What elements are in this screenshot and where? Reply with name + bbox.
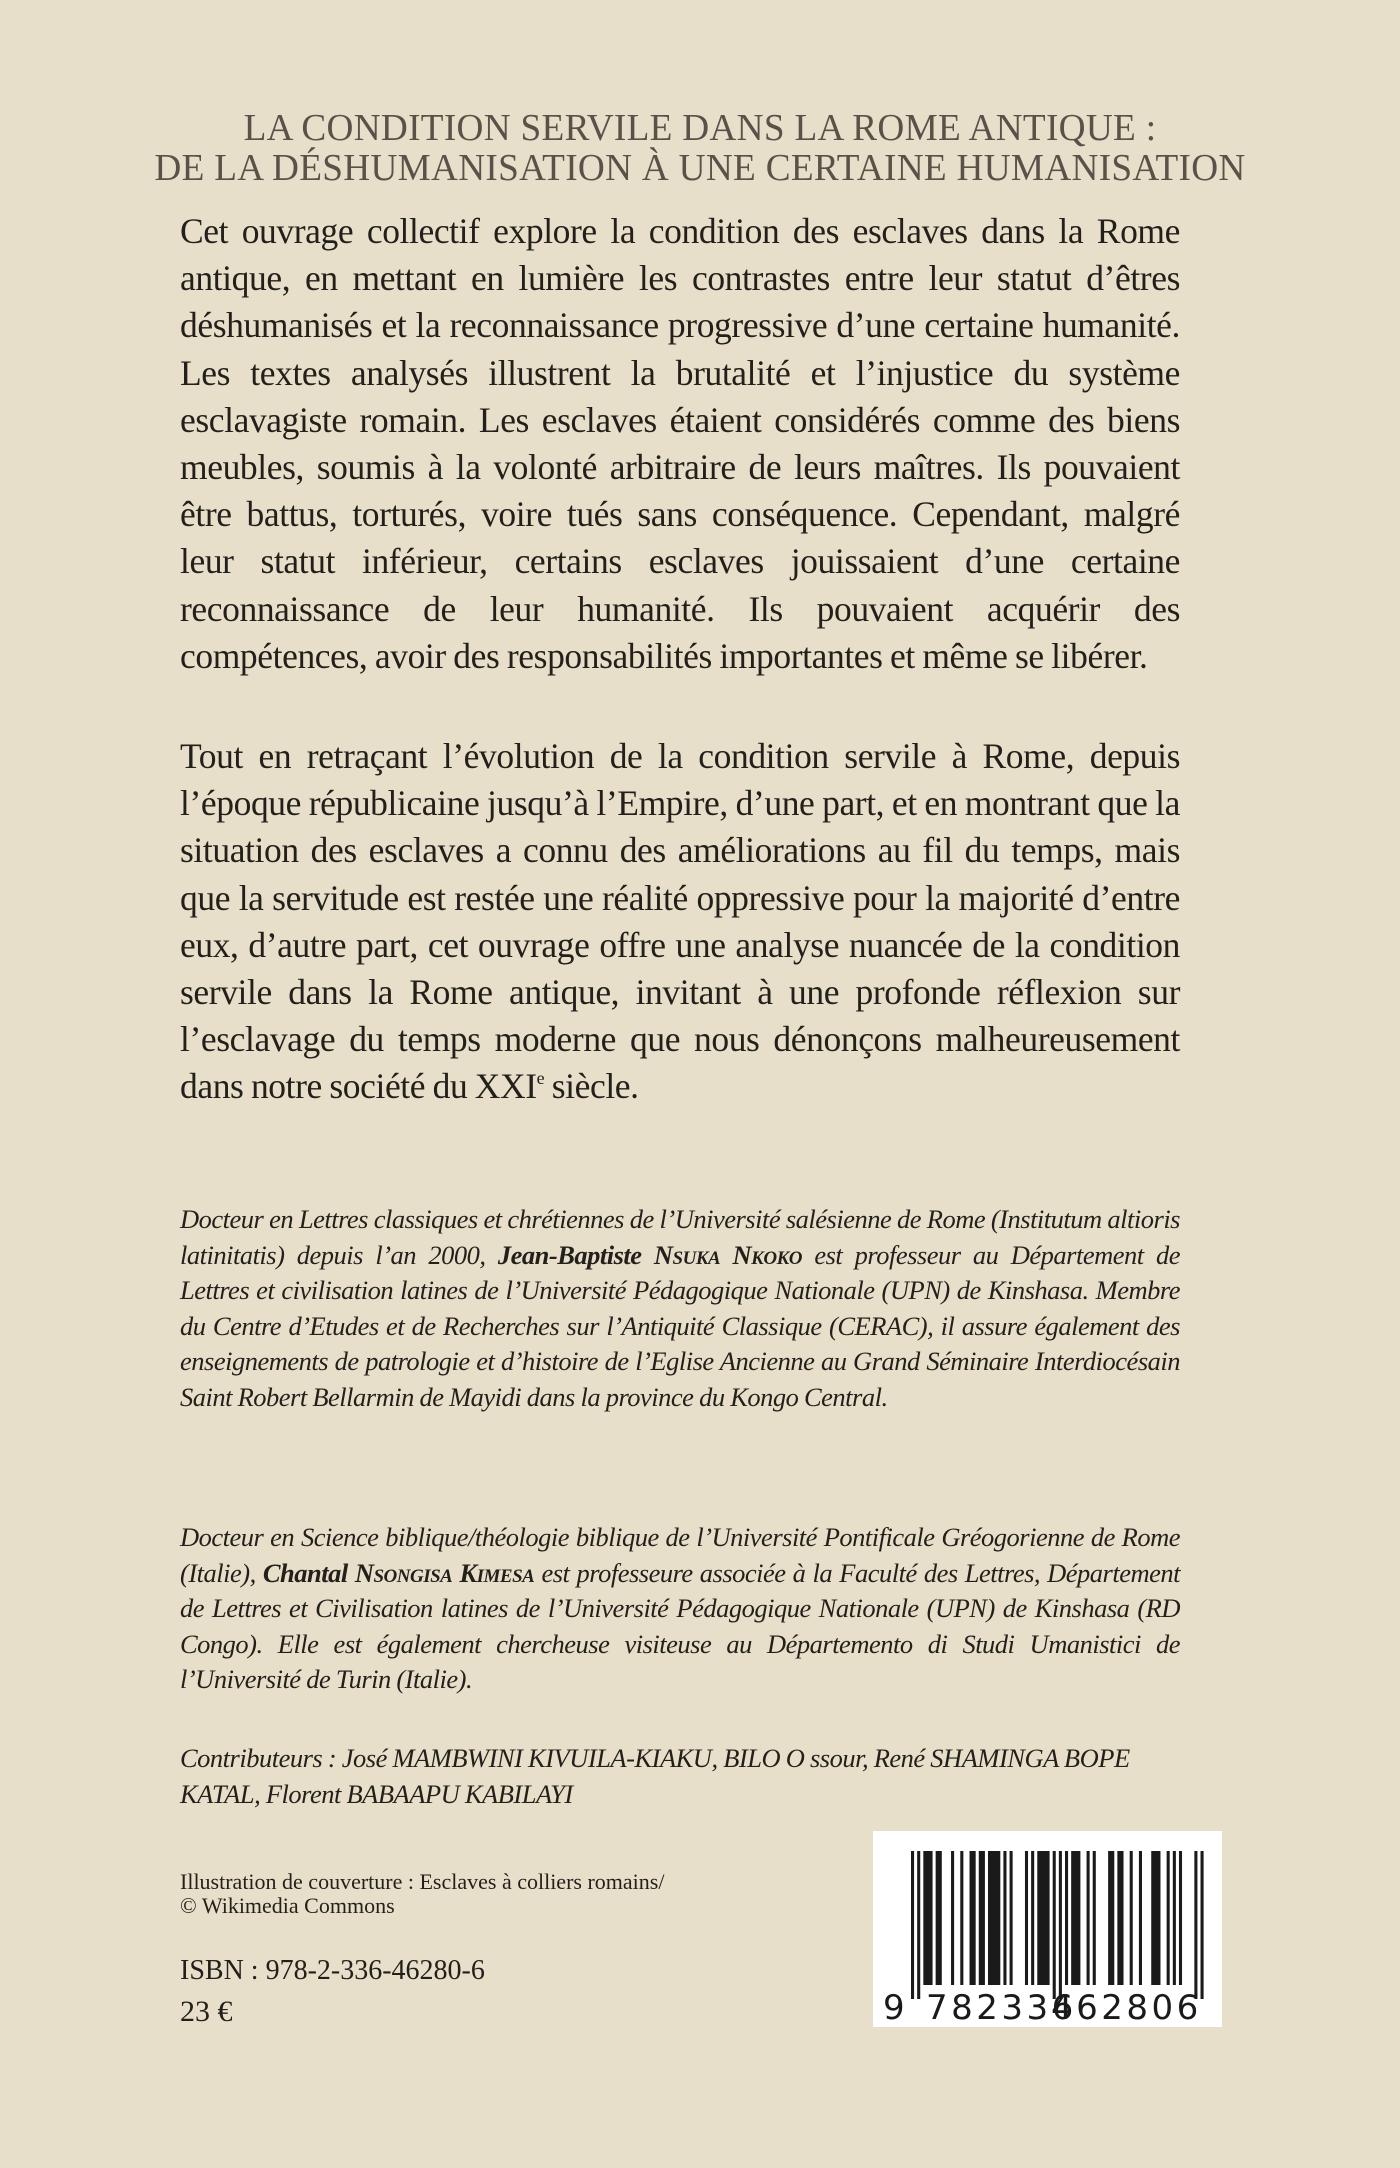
summary-paragraph-2-end: siècle.	[544, 1066, 639, 1107]
barcode-bar	[1117, 1851, 1123, 1985]
barcode-bar	[1025, 1851, 1028, 1985]
summary-paragraph-2	[180, 733, 1180, 1111]
author-1-name	[498, 1240, 802, 1270]
contributors-list: Contributeurs : José MAMBWINI KIVUILA-KIAKU, BILO O ssour, René SHAMINGA BOPE KATAL, Florent BABAAPU KABILAYI	[180, 1743, 1130, 1809]
barcode-guard-bar	[1201, 1851, 1204, 1999]
barcode-bar	[1031, 1851, 1034, 1985]
barcode-bar	[1179, 1851, 1182, 1985]
barcode-bar	[1167, 1851, 1170, 1985]
barcode-bar	[1087, 1851, 1090, 1985]
author-bio-1	[180, 1202, 1180, 1415]
book-title	[0, 108, 1400, 188]
barcode-guard-bar	[911, 1851, 914, 1999]
superscript-e: e	[536, 1068, 545, 1089]
barcode-bar	[923, 1851, 932, 1985]
summary-paragraph-2-text: Tout en retraçant l’évolution de la condition servile à Rome, depuis l’époque républicaine jusqu’à l’Empire, d’une part, et en montrant que la situation des esclaves a connu des améliorations au fil du temps, mais que la servitude est restée une réalité oppressive pour la majorité d’entre eux, d’autre part, cet ouvrage offre une analyse nuancée de la condition servile dans la Rome antique, invitant à une profonde réflexion sur l’esclavage du temps moderne que nous dénonçons malheureusement dans notre société du XXI	[180, 736, 1180, 1107]
author-2-name	[263, 1558, 535, 1588]
credit-line-2: © Wikimedia Commons	[180, 1893, 395, 1918]
barcode-bar	[1010, 1851, 1013, 1985]
author-2-first-name: Chantal	[262, 1557, 355, 1588]
barcode-panel	[873, 1831, 1222, 2027]
barcode-bars	[911, 1851, 1204, 1999]
cover-illustration-credit	[180, 1870, 740, 1918]
price-label: 23 €	[180, 1995, 233, 2028]
barcode-bar	[1065, 1851, 1068, 1985]
author-bio-1-rest: est professeur au Département de Lettres et civilisation latines de l’Université Pédagogique Nationale (UPN) de Kinshasa. Membre du Centre d’Etudes et de Recherches sur l’Antiquité Classique (CERAC), il assure également des enseignements de patrologie et d’histoire de l’Eglise Ancienne au Grand Séminaire Interdiocésain Saint Robert Bellarmin de Mayidi dans la province du Kongo Central.	[180, 1239, 1180, 1412]
author-bio-2-intro: Docteur en Science biblique/théologie biblique de l’Université Pontificale Gréogorienne de Rome (Italie),	[180, 1522, 1180, 1588]
barcode-bar	[1108, 1851, 1114, 1985]
barcode-bar	[936, 1851, 942, 1985]
barcode-bar	[979, 1851, 985, 1985]
barcode-bar	[1139, 1851, 1142, 1985]
barcode-bar	[1071, 1851, 1080, 1985]
barcode-first-digit: 9	[883, 1988, 905, 2027]
barcode-bar	[1130, 1851, 1133, 1985]
author-bio-1-intro: Docteur en Lettres classiques et chrétiennes de l’Université salésienne de Rome (Institutum altioris latinitatis) depuis l’an 2000,	[180, 1204, 1180, 1270]
author-bio-2-rest: est professeure associée à la Faculté des Lettres, Département de Lettres et Civilisation latines de l’Université Pédagogique Nationale (UPN) de Kinshasa (RD Congo). Elle est également chercheuse visiteuse au Départemento di Studi Umanistici de l’Université de Turin (Italie).	[180, 1557, 1180, 1694]
barcode-guard-bar	[1053, 1851, 1056, 1999]
isbn-label: ISBN : 978-2-336-46280-6	[180, 1955, 485, 1986]
barcode-bar	[970, 1851, 976, 1985]
barcode-bar	[1151, 1851, 1160, 1985]
title-line-1: LA CONDITION SERVILE DANS LA ROME ANTIQUE :	[243, 107, 1157, 149]
ean13-barcode-icon	[873, 1831, 1222, 2027]
title-line-2: DE LA DÉSHUMANISATION À UNE CERTAINE HUMANISATION	[154, 147, 1246, 189]
barcode-guard-bar	[917, 1851, 920, 1999]
barcode-left-digits: 782336	[926, 1988, 1077, 2027]
barcode-right-digits: 462806	[1051, 1988, 1202, 2027]
summary-paragraph-1: Cet ouvrage collectif explore la condition des esclaves dans la Rome antique, en mettant en lumière les contrastes entre leur statut d’êtres déshumanisés et la reconnaissance progressive d’une certaine humanité. Les textes analysés illustrent la brutalité et l’injustice du système esclavagiste romain. Les esclaves étaient considérés comme des biens meubles, soumis à la volonté arbitraire de leurs maîtres. Ils pouvaient être battus, torturés, voire tués sans conséquence. Cependant, malgré leur statut inférieur, certains esclaves jouissaient d’une certaine reconnaissance de leur humanité. Ils pouvaient acquérir des compétences, avoir des responsabilités importantes et même se libérer.	[180, 211, 1180, 676]
barcode-guard-bar	[1194, 1851, 1197, 1999]
barcode-bar	[1037, 1851, 1049, 1985]
barcode-bar	[1093, 1851, 1096, 1985]
barcode-bar	[988, 1851, 1000, 1985]
barcode-bar	[1003, 1851, 1006, 1985]
barcode-bar	[960, 1851, 963, 1985]
author-2-surname: Nsongisa Kimesa	[354, 1557, 535, 1588]
barcode-guard-bar	[1059, 1851, 1062, 1999]
credit-line-1: Illustration de couverture : Esclaves à colliers romains/	[180, 1869, 665, 1894]
author-1-first-name: Jean-Baptiste	[497, 1239, 654, 1270]
barcode-bar	[1173, 1851, 1176, 1985]
author-1-surname: Nsuka Nkoko	[653, 1239, 802, 1270]
author-bio-2	[180, 1520, 1180, 1698]
barcode-bar	[951, 1851, 954, 1985]
